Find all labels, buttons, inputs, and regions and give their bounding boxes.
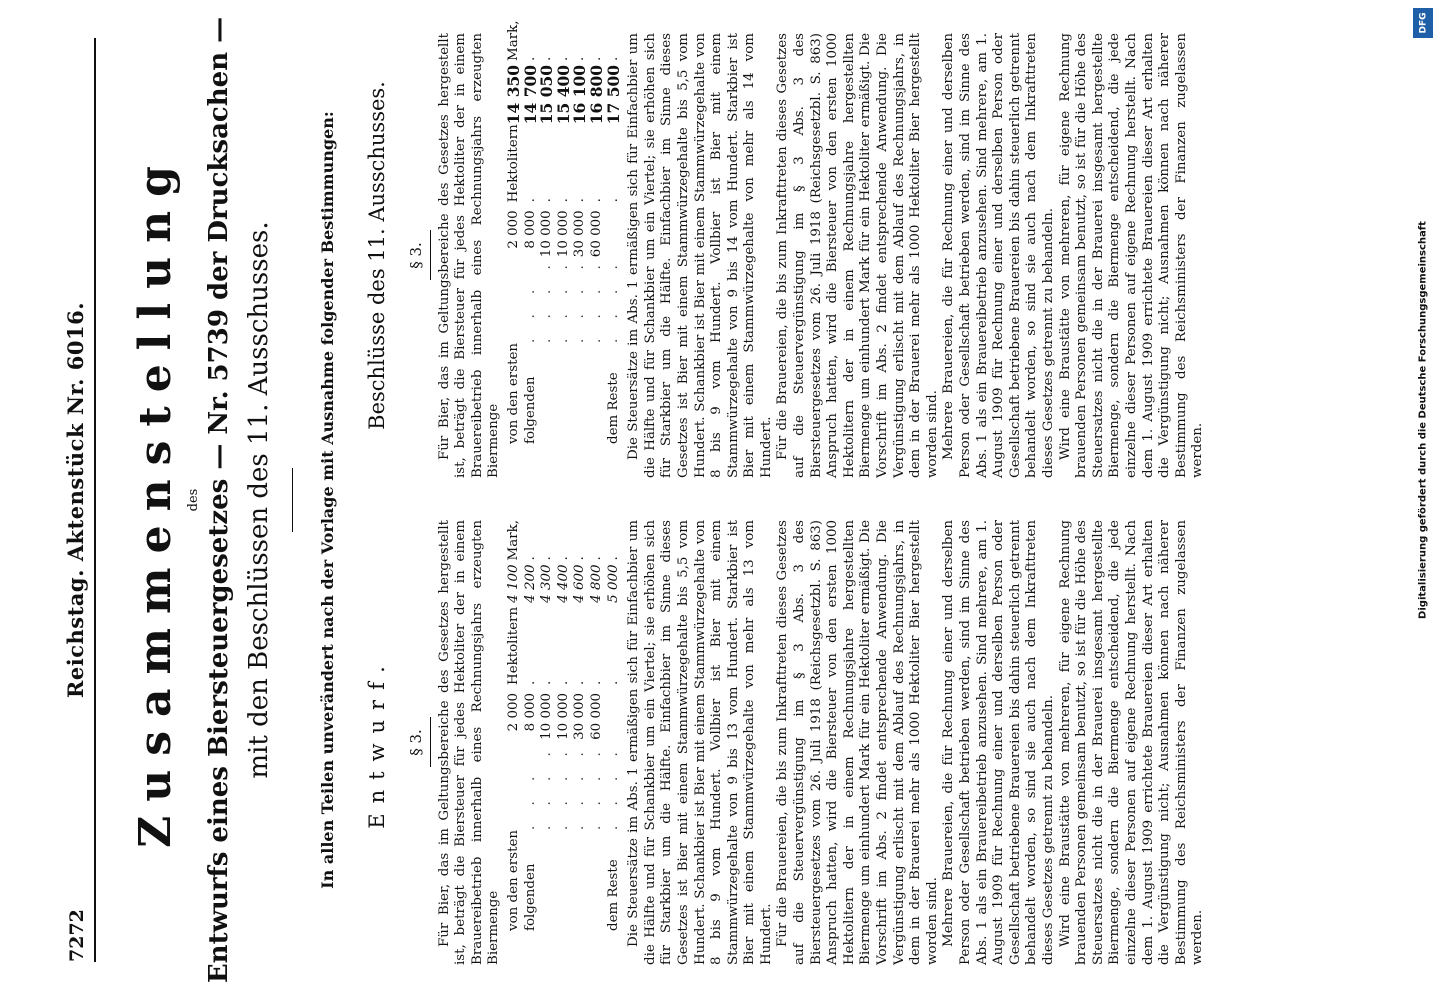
- column-draft: [408, 520, 1207, 965]
- table-row: von den ersten 2 000 Hektolitern 4 100 Mark,: [505, 520, 521, 931]
- dfg-badge: DFG: [1413, 8, 1433, 38]
- table-row: . . . . 10 000 . 4 400 .: [555, 556, 571, 830]
- section-divider: [430, 231, 431, 281]
- column-resolutions: [407, 20, 1207, 478]
- section-heading: § 3.: [407, 729, 425, 756]
- table-row: dem Reste . . . . . 5 000 .: [605, 556, 621, 931]
- paragraph-shared-brewhouse: Wird eine Braustätte von mehreren, für eigene Rechnung brauenden Personen gemeinsam benutzt, so ist für die Höhe des Steuersatzes nicht die in der Brauerei insgesamt hergestellte Biermenge, sondern die Biermenge entscheidend, die jede einzelne dieser Personen auf eigene Rechnung herstellt. Nach dem 1. August 1909 errichtete Brauereien dieser Art erhalten die Vergünstigung nicht; Ausnahmen können nach näherer Bestimmung des Reichsministers der Finanzen zugelassen werden.: [1057, 33, 1206, 478]
- paragraph-rates: Die Steuersätze im Abs. 1 ermäßigen sich für Einfachbier um die Hälfte und für Schankbier um ein Viertel; sie erhöhen sich für Starkbier um die Hälfte. Einfachbier im Sinne dieses Gesetzes ist Bier mit einem Stammwürzegehalte bis 5,5 vom Hundert. Schankbier ist Bier mit einem Stammwürzegehalte von 8 bis 9 vom Hundert. Vollbier ist Bier mit einem Stammwürzegehalte von 9 bis 14 vom Hundert. Starkbier ist Bier mit einem Stammwürzegehalte von mehr als 14 vom Hundert.: [626, 33, 774, 478]
- paragraph-rates: Die Steuersätze im Abs. 1 ermäßigen sich für Einfachbier um die Hälfte und für Schankbier um ein Viertel; sie erhöhen sich für Starkbier um die Hälfte. Einfachbier im Sinne dieses Gesetzes ist Bier mit einem Stammwürzegehalte bis 5,5 vom Hundert. Schankbier ist Bier mit einem Stammwürzegehalte von 8 bis 9 vom Hundert. Vollbier ist Bier mit einem Stammwürzegehalte von 9 bis 13 vom Hundert. Starkbier ist Bier mit einem Stammwürzegehalte von mehr als 13 vom Hundert.: [626, 520, 774, 965]
- paragraph-multiple-breweries: Mehrere Brauereien, die für Rechnung einer und derselben Person oder Gesellschaft betrieben werden, sind im Sinne des Abs. 1 als ein Brauereibetrieb anzusehen. Sind mehrere, am 1. August 1909 für Rechnung einer und derselben Person oder Gesellschaft betriebene Brauereien bis dahin steuerlich getrennt behandelt worden, so sind sie auch nach dem Inkrafttreten dieses Gesetzes getrennt zu behandeln.: [941, 33, 1056, 478]
- running-header: [54, 38, 96, 962]
- paragraph-intro: Für Bier, das im Geltungsbereiche des Gesetzes hergestellt ist, beträgt die Biersteuer für jedes Hektoliter der in einem Brauereibetrieb innerhalb eines Rechnungsjahrs erzeugten Biermenge: [436, 33, 502, 478]
- document-subtitle-1: Entwurfs eines Biersteuergesetzes — Nr. 5739 der Drucksachen —: [204, 16, 234, 984]
- title-connector: des: [186, 488, 201, 512]
- paragraph-small-breweries: Für die Brauereien, die bis zum Inkrafttreten dieses Gesetzes auf die Steuervergünstigung im § 3 Abs. 3 des Biersteuergesetzes vom 26. Juli 1918 (Reichsgesetzbl. S. 863) Anspruch hatten, wird die Biersteuer von den ersten 1000 Hektolitern der in einem Rechnungsjahre hergestellten Biermenge um einhundert Mark für ein Hektoliter ermäßigt. Die Vorschrift im Abs. 2 findet entsprechende Anwendung. Die Vergünstigung erlischt mit dem Ablauf des Rechnungsjahrs, in dem in der Brauerei mehr als 1000 Hektoliter Bier hergestellt worden sind.: [775, 33, 940, 478]
- paragraph-intro: Für Bier, das im Geltungsbereiche des Gesetzes hergestellt ist, beträgt die Biersteuer für jedes Hektoliter der in einem Brauereibetrieb innerhalb eines Rechnungsjahrs erzeugten Biermenge: [436, 520, 502, 965]
- paragraph-shared-brewhouse: Wird eine Braustätte von mehreren, für eigene Rechnung brauenden Personen gemeinsam benutzt, so ist für die Höhe des Steuersatzes nicht die in der Brauerei insgesamt hergestellte Biermenge, sondern die Biermenge entscheidend, die jede einzelne dieser Personen auf eigene Rechnung herstellt. Nach dem 1. August 1909 errichtete Brauereien dieser Art erhalten die Vergünstigung nicht; Ausnahmen können nach näherer Bestimmung des Reichsministers der Finanzen zugelassen werden.: [1057, 520, 1206, 965]
- title-divider: [292, 468, 293, 532]
- document-title: Zusammenstellung: [130, 152, 181, 848]
- section-heading: § 3.: [407, 242, 425, 269]
- table-row: folgenden . . . 8 000 . 4 200 .: [522, 556, 538, 931]
- dfg-watermark: DFG Digitalisierung gefördert durch die Deutsche Forschungsgemeinschaft: [1412, 0, 1434, 1000]
- document-subtitle-2: mit den Beschlüssen des 11. Ausschusses.: [244, 221, 274, 779]
- paragraph-small-breweries: Für die Brauereien, die bis zum Inkrafttreten dieses Gesetzes auf die Steuervergünstigung im § 3 Abs. 3 des Biersteuergesetzes vom 26. Juli 1918 (Reichsgesetzbl. S. 863) Anspruch hatten, wird die Biersteuer von den ersten 1000 Hektolitern der in einem Rechnungsjahre hergestellten Biermenge um einhundert Mark für ein Hektoliter ermäßigt. Die Vorschrift im Abs. 2 findet entsprechende Anwendung. Die Vergünstigung erlischt mit dem Ablauf des Rechnungsjahrs, in dem in der Brauerei mehr als 1000 Hektoliter Bier hergestellt worden sind.: [775, 520, 940, 965]
- column-heading-draft: Entwurf.: [365, 656, 389, 829]
- table-row: . . . . 60 000 . 16 800 .: [586, 56, 606, 343]
- table-row: . . . . 10 000 . 15 050 .: [537, 56, 557, 343]
- table-row: . . . . 60 000 . 4 800 .: [588, 556, 604, 830]
- paragraph-multiple-breweries: Mehrere Brauereien, die für Rechnung einer und derselben Person oder Gesellschaft betrieben werden, sind im Sinne des Abs. 1 als ein Brauereibetrieb anzusehen. Sind mehrere, am 1. August 1909 für Rechnung einer und derselben Person oder Gesellschaft betriebene Brauereien bis dahin steuerlich getrennt behandelt worden, so sind sie auch nach dem Inkrafttreten dieses Gesetzes getrennt zu behandeln.: [941, 520, 1056, 965]
- table-row: . . . . 30 000 . 16 100 .: [570, 56, 590, 343]
- lead-statement: In allen Teilen unverändert nach der Vorlage mit Ausnahme folgender Bestimmungen:: [318, 111, 337, 889]
- table-row: . . . . 10 000 . 15 400 .: [553, 56, 573, 343]
- tax-rate-table: [506, 520, 622, 965]
- table-row: . . . . 30 000 . 4 600 .: [572, 556, 588, 830]
- header-title: Reichstag. Aktenstück Nr. 6016.: [63, 301, 88, 699]
- tax-rate-table: [503, 20, 623, 478]
- table-row: . . . . 10 000 . 4 300 .: [539, 556, 555, 830]
- section-divider: [430, 718, 431, 768]
- table-row: von den ersten 2 000 Hektolitern 14 350 Mark,: [503, 20, 523, 444]
- table-row: folgenden . . . 8 000 . 14 700 .: [520, 56, 540, 444]
- column-heading-resolutions: Beschlüsse des 11. Ausschusses.: [365, 81, 389, 430]
- page-number: 7272: [66, 909, 88, 962]
- table-row: dem Reste . . . . . 17 500 .: [603, 56, 623, 444]
